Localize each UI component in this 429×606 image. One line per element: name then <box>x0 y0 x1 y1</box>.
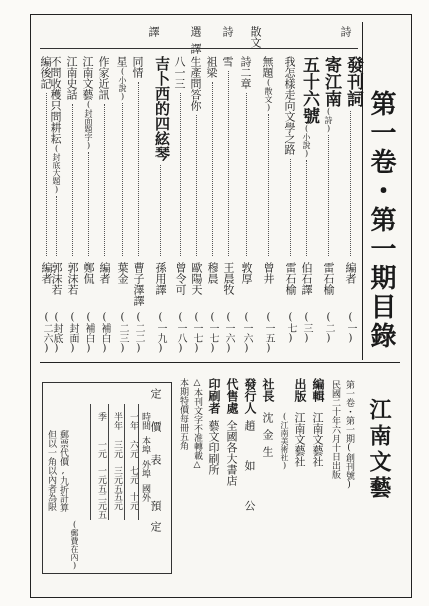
toc-leader <box>56 196 57 256</box>
colophon-date: 民國二十年六月十日出版 <box>330 380 340 479</box>
toc-title: 不問收穫只問耕耘 <box>49 56 62 144</box>
price-cell: 七元 <box>128 466 138 484</box>
toc-author: 伯石譯 <box>300 262 313 295</box>
category-essay: 散文 <box>249 26 262 48</box>
toc-page: (二) <box>323 312 334 344</box>
price-grid-line <box>108 404 109 520</box>
price-col-header: 一年 <box>128 412 138 430</box>
toc-page: (一九) <box>155 312 166 354</box>
price-cell: 一元 <box>96 440 106 458</box>
price-grid-line <box>138 404 139 520</box>
toc-leader <box>306 160 307 256</box>
price-row-label: 本埠 <box>140 436 150 454</box>
toc-note: (封底大題) <box>52 144 61 194</box>
price-cell: 五元 <box>112 492 122 510</box>
toc-author: 曾井 <box>262 262 275 284</box>
category-selected-translation: 選譯 <box>189 26 202 60</box>
toc-author: 曾令可 <box>174 262 187 295</box>
toc-title: 江南史話 <box>65 56 78 100</box>
toc-title: 吉卜西的四絃琴 <box>153 56 171 161</box>
toc-author: 敦厚 <box>240 262 253 284</box>
toc-author: 歐陽天 <box>190 262 203 295</box>
toc-page: (補白) <box>99 312 110 354</box>
price-row-label: 時間 <box>140 412 150 430</box>
toc-leader <box>104 104 105 256</box>
toc-author: 曹子澤譯 <box>132 262 145 306</box>
toc-page: (封底) <box>51 312 62 354</box>
price-row-label: 國外 <box>140 484 150 502</box>
price-cell: 十元 <box>128 492 138 510</box>
toc-leader <box>350 111 351 256</box>
colophon-publisher-sub: (江南美術社) <box>280 412 289 470</box>
toc-leader <box>196 115 197 256</box>
price-remark-1: 郵票代價,九折計算 <box>58 430 68 512</box>
toc-page: (補白) <box>83 312 94 354</box>
toc-title: 星 <box>115 56 128 67</box>
price-col-header: 半年 <box>112 412 122 430</box>
toc-note: (封面題字) <box>84 100 93 150</box>
price-cell: 六元 <box>128 440 138 458</box>
toc-page: (一六) <box>223 312 234 354</box>
toc-title: 作家近訊 <box>97 56 110 100</box>
colophon-publisher-label: 出版 <box>293 378 307 402</box>
toc-author: 編者 <box>98 262 111 284</box>
toc-leader <box>268 114 269 256</box>
toc-leader <box>180 93 181 256</box>
toc-page: (七) <box>285 312 296 344</box>
toc-page: (二二) <box>133 312 144 354</box>
price-table-subscribe: 預定 <box>149 500 162 542</box>
colophon-agency-label: 代售處 <box>225 378 239 414</box>
toc-title: 寄江南 <box>321 56 341 107</box>
toc-leader <box>46 93 47 256</box>
colophon-issuer-label: 發行人 <box>243 378 257 414</box>
toc-note: (散文) <box>264 78 273 112</box>
toc-note: (詩) <box>324 107 333 133</box>
price-grid-line <box>124 404 125 520</box>
toc-author: 郭沫若 <box>50 262 63 295</box>
toc-page: (一八) <box>175 312 186 354</box>
colophon-registration: 本期特價每冊五角 <box>178 378 188 450</box>
toc-page: (三) <box>301 312 312 344</box>
toc-title: 編後記 <box>39 56 52 89</box>
toc-author: 穆晨 <box>206 262 219 284</box>
toc-leader <box>122 103 123 256</box>
colophon-rights: △本刊文字不准轉載△ <box>192 378 202 470</box>
toc-leader <box>246 93 247 256</box>
toc-leader <box>160 165 161 256</box>
colophon-issuer: 趙 如 公 <box>243 420 256 519</box>
toc-title: 祖梁 <box>205 56 218 78</box>
toc-title: 我怎樣走向文學之路 <box>283 56 296 155</box>
price-row-label: 外埠 <box>140 460 150 478</box>
toc-title: 無題 <box>261 56 274 78</box>
toc-title: 生產問答你 <box>189 56 202 111</box>
toc-title: 八一三 <box>173 56 186 89</box>
price-table-header: 定價表 <box>149 388 162 487</box>
toc-leader <box>290 159 291 256</box>
toc-page: (一七) <box>207 312 218 354</box>
colophon-publisher: 江南文藝社 <box>293 412 306 467</box>
price-grid-line <box>90 404 91 520</box>
toc-author: 鄭侃 <box>82 262 95 284</box>
toc-note: (小說) <box>302 124 311 158</box>
toc-title: 五十六號 <box>299 56 319 124</box>
main-title: 第一卷・第一期目錄 <box>366 90 396 351</box>
toc-page: (封面) <box>67 312 78 354</box>
toc-leader <box>88 152 89 256</box>
colophon-director: 沈金生 <box>261 412 274 463</box>
toc-leader <box>138 82 139 256</box>
toc-author: 雷石榆 <box>322 262 335 295</box>
colophon-printer-label: 印刷者 <box>207 378 221 414</box>
colophon-editor: 江南文藝社 <box>311 412 324 467</box>
toc-title: 江南文藝 <box>81 56 94 100</box>
toc-leader <box>72 104 73 256</box>
toc-note: (小說) <box>118 67 127 101</box>
toc-author: 編者 <box>344 262 357 284</box>
price-cell: 一元五 <box>96 466 106 493</box>
toc-page: (一) <box>345 312 356 344</box>
colophon-printer: 藝文印刷所 <box>207 420 220 475</box>
price-cell: 三元 <box>112 440 122 458</box>
colophon-agency: 全國各大書店 <box>225 420 238 486</box>
toc-leader <box>212 82 213 256</box>
toc-author: 郭沫若 <box>66 262 79 295</box>
toc-page: (一六) <box>241 312 252 354</box>
colophon-editor-label: 編輯 <box>311 378 325 402</box>
category-poetry-1: 詩 <box>339 26 352 37</box>
colophon-magazine-name: 江南文藝 <box>366 398 392 502</box>
price-cell: 二元五 <box>96 492 106 519</box>
price-remark-2: 但以一角以內者為限 <box>46 430 56 511</box>
toc-page: (一七) <box>191 312 202 354</box>
category-translation: 譯 <box>147 26 160 37</box>
toc-leader <box>228 71 229 256</box>
toc-page: (二六) <box>41 312 52 354</box>
price-note: (郵費在內) <box>70 520 79 570</box>
toc-title: 發刊詞 <box>343 56 363 107</box>
price-col-header: 季 <box>96 412 106 421</box>
toc-author: 王晨牧 <box>222 262 235 295</box>
colophon-director-label: 社長 <box>261 378 275 402</box>
toc-title: 雪 <box>221 56 234 67</box>
toc-author: 雷石榆 <box>284 262 297 295</box>
price-cell: 三元五 <box>112 466 122 493</box>
toc-author: 孫用譯 <box>154 262 167 295</box>
toc-author: 葉金 <box>116 262 129 284</box>
toc-author: 編者 <box>40 262 53 284</box>
toc-title: 詩二章 <box>239 56 252 89</box>
colophon-issue: 第一卷・第一期(創刊號) <box>344 380 354 490</box>
toc-title: 同情 <box>131 56 144 78</box>
toc-leader <box>328 135 329 256</box>
category-poetry-2: 詩 <box>221 26 234 37</box>
toc-page: (一五) <box>263 312 274 354</box>
toc-page: (二三) <box>117 312 128 354</box>
